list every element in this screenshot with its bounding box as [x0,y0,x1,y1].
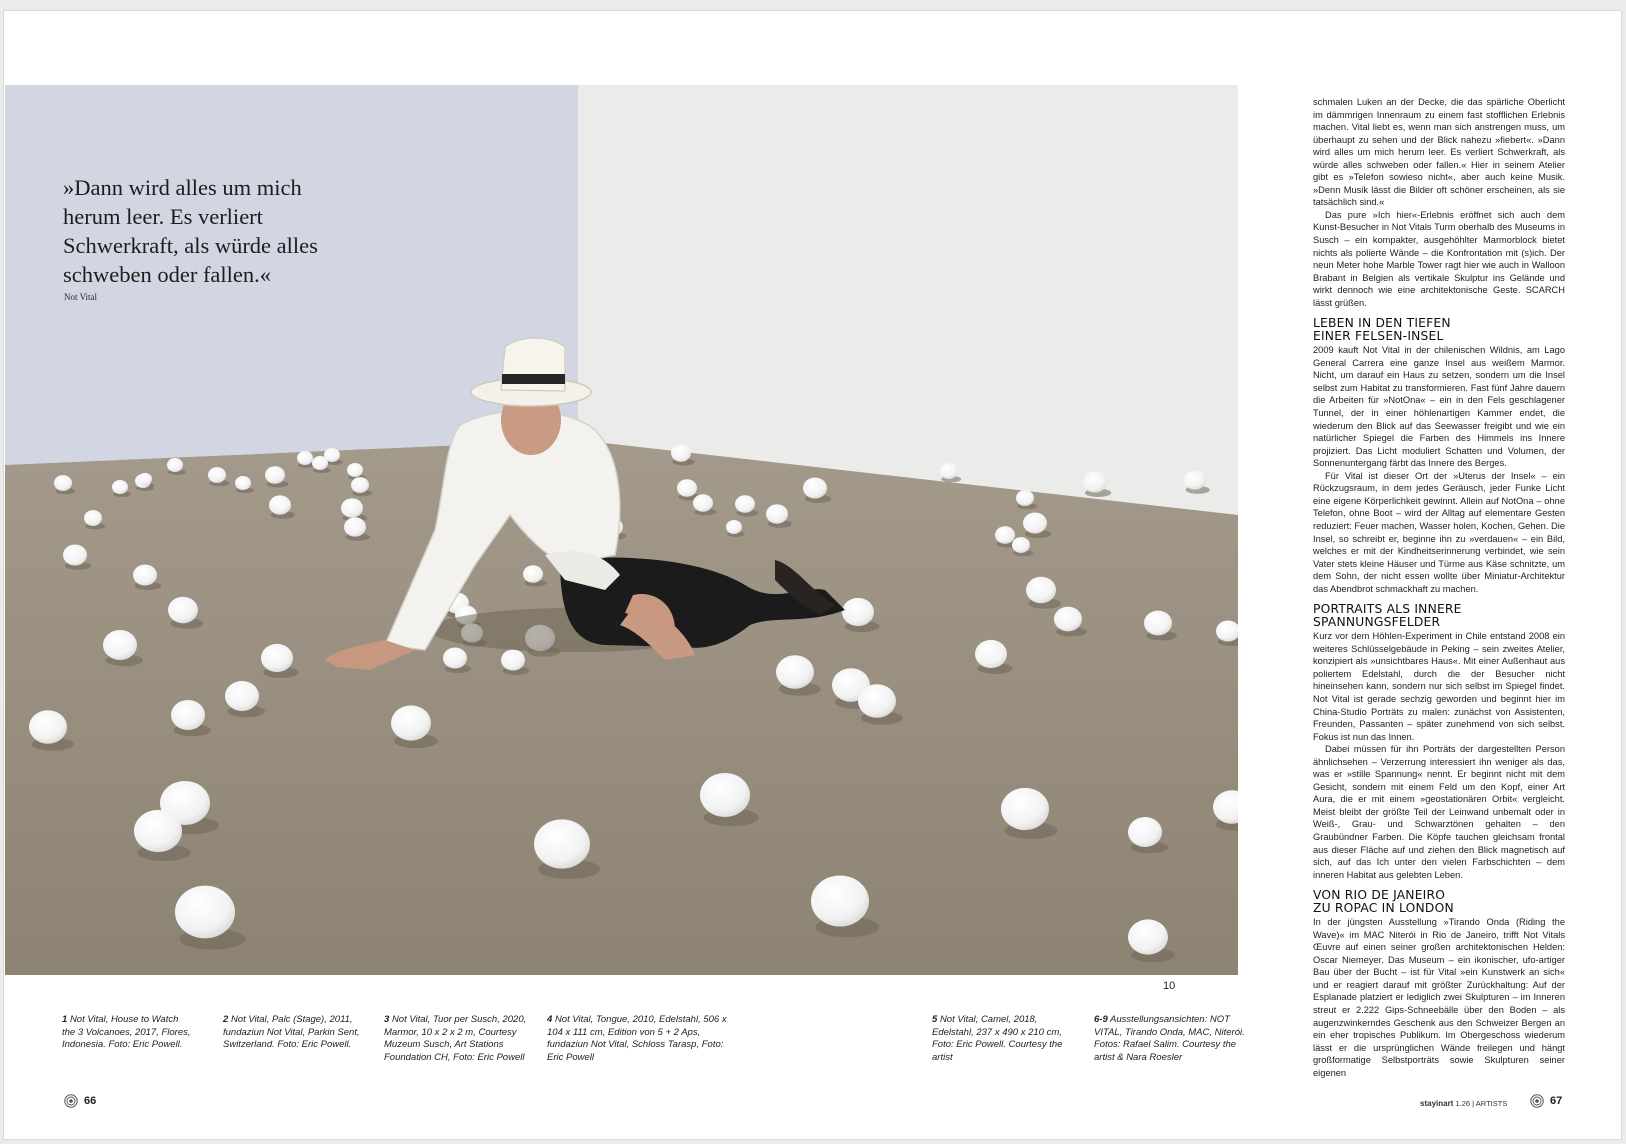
heading-line: SPANNUNGSFELDER [1313,614,1441,629]
snowball [29,710,67,743]
snowball [344,517,366,536]
snowball [112,480,128,494]
section-heading [1313,317,1565,342]
snowball [693,494,713,512]
snowball [842,598,874,626]
snowball [347,463,363,477]
snowball [351,477,369,493]
snowball [175,886,235,939]
snowball [63,544,87,565]
caption-4 [547,1014,737,1064]
article-paragraph: Dabei müssen für ihn Porträts der dargestellten Person ähnlichsehen – Verzerrung interessiert ihn weniger als das, was er »stille Spannung« nennt. Er beginnt nicht mit dem Gesicht, sondern mit einem Feld um den Kopf, einer Art Aura, die er mit einem »geostationären Orbit« vergleicht. Meist bleibt der größte Teil der Leinwand unbemalt oder in Weiß-, Grau- und Schwarztönen gehalten – den Graubündner Farben. Die Köpfe tauchen gleichsam frontal aus dieser Fläche auf und ziehen den Blick magnetisch auf sich, auf das Ich unter den vielen Farbschichten – dem inneren Habitat aus gelebten Leben. [1313,744,1565,880]
snowball [811,875,869,926]
snowball [171,700,205,730]
snowball [297,451,313,465]
brand-line [1420,1099,1507,1108]
caption-number: 6-9 [1094,1014,1108,1025]
brand-name: stayinart [1420,1099,1454,1108]
snowball [1026,577,1056,603]
separator: | [1472,1099,1475,1108]
snowball [501,649,525,670]
snowball [1023,512,1047,533]
snowball [975,640,1007,668]
snowball [776,655,814,688]
caption-1 [62,1014,192,1052]
snowball [391,705,431,740]
folio-right [1530,1094,1562,1108]
article-paragraph: 2009 kauft Not Vital in der chilenischen Wildnis, am Lago General Carrera eine ganze Insel aus weißem Marmor. Nicht, um darauf ein Haus zu setzen, sondern um die Insel selbst zum Habitat zu transformieren. Fast fünf Jahre dauern die Arbeiten für »NotOna« – ein in den Fels geschlagener Tunnel, der in einer höhlenartigen Kammer endet, die wiederum den Blick auf das Seewasser freigibt und wie ein natürlicher Spiegel die Farben des Himmels ins Innere projiziert. Das Licht moduliert Schatten und Volumen, der Sonnenuntergang färbt das Innere des Berges. [1313,345,1565,469]
magazine-logo-icon [1530,1094,1544,1108]
snowball [1184,470,1206,489]
issue-number: 1.26 [1455,1099,1471,1108]
section-heading [1313,889,1565,914]
snowball [341,498,363,517]
snowball [995,526,1015,544]
snowball [103,630,137,660]
magazine-spread [3,10,1622,1140]
article-paragraph: schmalen Luken an der Decke, die das spärliche Oberlicht im dämmrigen Innenraum zu einem fast stofflichen Erlebnis machen. Vital liebt es, wenn man sich anstrengen muss, um überhaupt zu sehen und der Blick nahezu »fiebert«. »Dann wird alles um mich herum leer. Es verliert Schwerkraft, als würde alles schweben oder fallen.« Hier in seinem Atelier gibt es »Telefon sowieso nicht«, aber auch keine Musik. »Denn Musik lässt die Bilder oft schöner erscheinen, als sie tatsächlich sind.« [1313,97,1565,208]
snowball [443,647,467,668]
snowball [1001,788,1049,830]
heading-line: VON RIO DE JANEIRO [1313,888,1446,903]
caption-text: Not Vital, Tuor per Susch, 2020, Marmor, 10 x 2 x 2 m, Courtesy Muzeum Susch, Art Stations Foundation CH, Foto: Eric Powell [384,1014,527,1063]
snowball [700,773,750,817]
snowball [671,444,691,462]
snowball [1012,537,1030,553]
pull-quote-author: Not Vital [64,292,98,302]
snowball [138,473,152,485]
snowball [265,466,285,484]
article-paragraph: Für Vital ist dieser Ort der »Uterus der Insel« – ein Rückzugsraum, in dem jedes Geräusch, jeder Funke Licht eine eigene Körperlichkeit gewinnt. Allein auf NotOna – ohne Telefon, ohne Boot – wird der Alltag auf elementare Gesten reduziert: Feuer machen, Wasser holen, Kochen, Gehen. Die Insel, so schreibt er, beginne ihn zu »verdauen« – ein Bild, welches er mit der Kindheitserinnerung verbindet, wie sein Vater stets kleine Häuser und Türme aus Käse schnitzte, um dem Sohn, der nicht essen wollte über Miniatur-Architektur das Abendbrot schmackhaft zu machen. [1313,470,1565,594]
snowball [858,684,896,717]
snowball [1128,817,1162,847]
snowball [726,520,742,534]
snowball [766,504,788,523]
snowball [735,495,755,513]
snowball [167,458,183,472]
caption-number: 5 [932,1014,938,1025]
snowball [534,819,590,868]
caption-text: Not Vital, House to Watch the 3 Volcanoes, 2017, Flores, Indonesia. Foto: Eric Powell. [62,1014,191,1050]
caption-3 [384,1014,529,1064]
snowball [235,476,251,490]
article-column [1313,96,1565,1079]
snowball [168,597,198,623]
section-name: ARTISTS [1475,1099,1508,1108]
folio-left [64,1094,96,1108]
snowball [1016,490,1034,506]
image-number: 10 [1163,980,1176,992]
caption-6-9 [1094,1014,1259,1064]
snowball [1054,607,1082,632]
page-number: 67 [1550,1095,1563,1107]
caption-number: 1 [62,1014,68,1025]
snowball [225,681,259,711]
magazine-logo-icon [64,1094,78,1108]
caption-5 [932,1014,1072,1064]
snowball [134,810,182,852]
snowball [803,477,827,498]
section-heading [1313,603,1565,628]
snowball [208,467,226,483]
snowball [269,495,291,514]
caption-text: Not Vital, Camel, 2018, Edelstahl, 237 x 490 x 210 cm, Foto: Eric Powell. Courtesy the artist [932,1014,1063,1063]
heading-line: EINER FELSEN-INSEL [1313,328,1444,343]
snowball [133,564,157,585]
snowball [84,510,102,526]
snowball [324,448,340,462]
snowball [523,565,543,583]
snowball [1128,919,1168,954]
caption-text: Not Vital, Palc (Stage), 2011, fundaziun Not Vital, Parkin Sent, Switzerland. Foto: Eric Powell. [223,1014,360,1050]
caption-number: 3 [384,1014,390,1025]
heading-line: LEBEN IN DEN TIEFEN [1313,316,1451,331]
caption-text: Ausstellungsansichten: NOT VITAL, Tirando Onda, MAC, Niterói. Fotos: Rafael Salim. Courtesy the artist & Nara Roesler [1094,1014,1245,1063]
heading-line: ZU ROPAC IN LONDON [1313,900,1454,915]
snowball [940,463,958,479]
caption-2 [223,1014,365,1052]
snowball [677,479,697,497]
caption-text: Not Vital, Tongue, 2010, Edelstahl, 506 x 104 x 111 cm, Edition von 5 + 2 Aps, fundaziun Not Vital, Schloss Tarasp, Foto: Eric Powell [547,1014,727,1063]
article-paragraph: Das pure »Ich hier«-Erlebnis eröffnet sich auch dem Kunst-Besucher in Not Vitals Turm oberhalb des Museums in Susch – ein kompakter, ausgehöhlter Marmorblock bietet nichts als polierte Wände – die Konfrontation mit (s)ich. Der neun Meter hohe Marble Tower ragt hier wie auch in Walloon Brabant in Belgien als vertikale Skulptur ins Gelände und wirkt dennoch wie eine architektonische Geste. SCARCH lässt grüßen. [1313,209,1565,308]
article-paragraph: Kurz vor dem Höhlen-Experiment in Chile entstand 2008 ein weiteres Schlüsselgebäude in Peking – sein zweites Atelier, konzipiert als »unsichtbares Haus«. Mit einer Außenhaut aus poliertem Edelstahl, durch die der Besucher nicht hineinsehen kann, sondern nur sich selbst im Spiegel findet. Not Vital ist gerade sechzig geworden und beginnt hier im China-Studio Porträts zu malen: zunächst von Assistenten, Freunden, Passanten – später zunehmend von sich selbst. Fokus ist nun das Innen. [1313,631,1565,742]
caption-number: 2 [223,1014,229,1025]
article-paragraph: In der jüngsten Ausstellung »Tirando Onda (Riding the Wave)« im MAC Niterói in Rio de Janeiro, trifft Not Vitals Œuvre auf einen seiner großen architektonischen Helden: Oscar Niemeyer. Das Museum – ein ikonischer, ufo-artiger Bau über der Bucht – ist für Vital »ein Kunstwerk an sich« und er reagiert darauf mit größter Zurückhaltung: Auf der Esplanade platziert er lediglich zwei Skulpturen – im Inneren streut er 2.222 Gips-Schneebälle über den Boden – als augenzwinkerndes Geschenk aus den Schweizer Bergen an ein eher tropisches Publikum. Im Obergeschoss wiederum lässt er die ursprünglichen Wände freilegen und hängt großformatige Selbstporträts sowie Skulpturen seiner eigenen [1313,917,1565,1078]
page-number: 66 [84,1095,97,1107]
caption-number: 4 [547,1014,553,1025]
pull-quote: »Dann wird alles um mich herum leer. Es verliert Schwerkraft, als würde alles schweben oder fallen.« [63,175,318,287]
snowball [1083,471,1107,492]
snowball [1144,611,1172,636]
heading-line: PORTRAITS ALS INNERE [1313,602,1462,617]
snowball [54,475,72,491]
artist-photo [5,85,1238,975]
snowball [261,644,293,672]
